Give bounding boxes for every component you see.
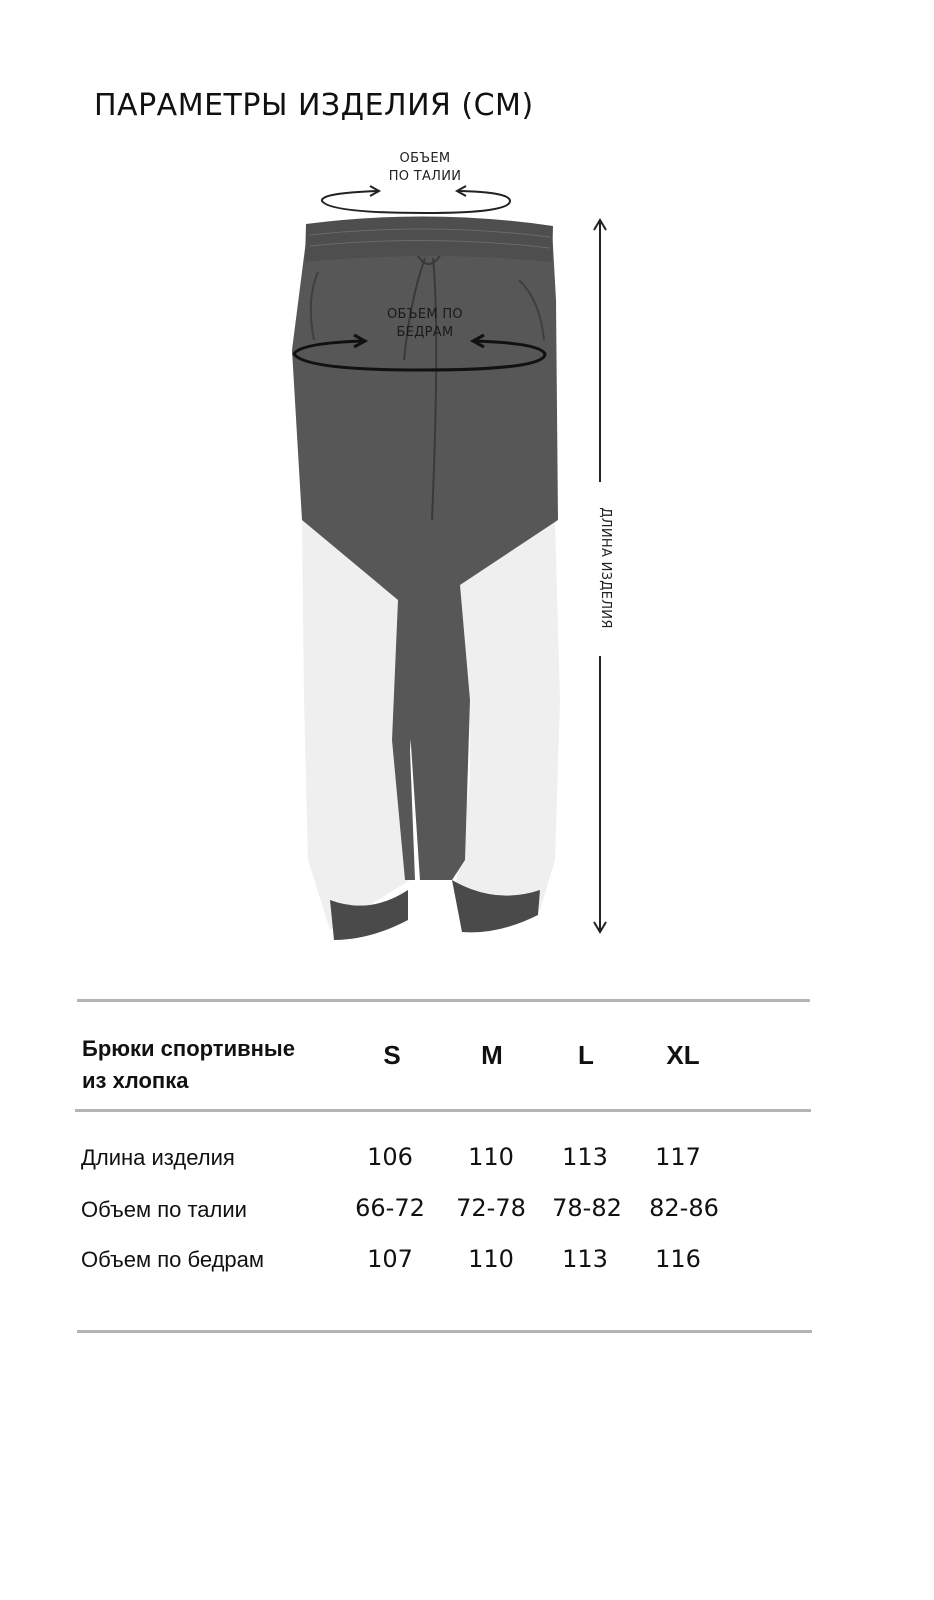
row-label-waist: Объем по талии — [81, 1197, 247, 1222]
size-header-xl: XL — [666, 1040, 700, 1070]
cell-length-l: 113 — [562, 1143, 608, 1171]
waist-measure-label: ОБЪЕМ ПО ТАЛИИ — [388, 151, 462, 184]
cell-waist-m: 72-78 — [456, 1194, 526, 1222]
table-top-divider — [77, 999, 810, 1002]
cell-length-xl: 117 — [655, 1143, 701, 1171]
cell-waist-l: 78-82 — [552, 1194, 622, 1222]
row-label-hip: Объем по бедрам — [81, 1247, 265, 1272]
cell-hip-l: 113 — [562, 1245, 608, 1273]
table-bottom-divider — [77, 1330, 812, 1333]
cell-length-m: 110 — [468, 1143, 514, 1171]
cell-waist-s: 66-72 — [355, 1194, 425, 1222]
cell-hip-m: 110 — [468, 1245, 514, 1273]
product-name: Брюки спортивные из хлопка — [82, 1036, 295, 1093]
table-header-divider — [75, 1109, 811, 1112]
waist-measure-ellipse — [322, 191, 510, 213]
cell-hip-s: 107 — [367, 1245, 413, 1273]
size-header-m: M — [481, 1040, 503, 1070]
cell-hip-xl: 116 — [655, 1245, 701, 1273]
page-title: ПАРАМЕТРЫ ИЗДЕЛИЯ (СМ) — [94, 88, 534, 123]
row-label-length: Длина изделия — [81, 1145, 235, 1170]
cell-length-s: 106 — [367, 1143, 413, 1171]
pants-light-panel-right — [455, 520, 560, 910]
size-header-s: S — [383, 1040, 401, 1070]
cell-waist-xl: 82-86 — [649, 1194, 719, 1222]
size-header-l: L — [578, 1040, 594, 1070]
pants-waistband — [305, 216, 553, 262]
length-measure-label: ДЛИНА ИЗДЕЛИЯ — [598, 507, 613, 629]
hip-measure-label: ОБЪЕМ ПО БЕДРАМ — [387, 307, 463, 340]
